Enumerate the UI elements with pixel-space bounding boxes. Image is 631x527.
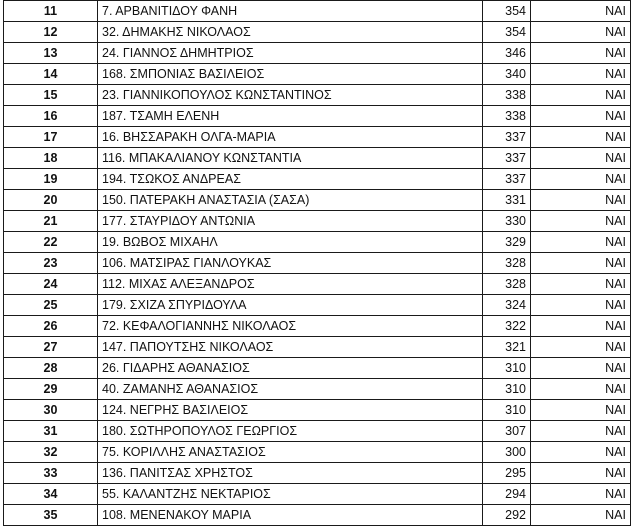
- votes-cell: 330: [483, 211, 531, 232]
- votes-cell: 338: [483, 85, 531, 106]
- votes-cell: 310: [483, 400, 531, 421]
- table-row: [4, 169, 631, 190]
- votes-cell: 354: [483, 1, 531, 22]
- votes-cell: 300: [483, 442, 531, 463]
- table-row: [4, 337, 631, 358]
- table-row: [4, 295, 631, 316]
- candidate-name-cell: 116. ΜΠΑΚΑΛΙΑΝΟΥ ΚΩΝΣΤΑΝΤΙΑ: [98, 148, 483, 169]
- table-row: [4, 463, 631, 484]
- candidate-name-cell: 26. ΓΙΔΑΡΗΣ ΑΘΑΝΑΣΙΟΣ: [98, 358, 483, 379]
- candidate-name-cell: 72. ΚΕΦΑΛΟΓΙΑΝΝΗΣ ΝΙΚΟΛΑΟΣ: [98, 316, 483, 337]
- table-row: [4, 190, 631, 211]
- elected-status-cell: ΝΑΙ: [531, 484, 631, 505]
- elected-status-cell: ΝΑΙ: [531, 85, 631, 106]
- rank-cell: 34: [4, 484, 98, 505]
- elected-status-cell: ΝΑΙ: [531, 169, 631, 190]
- elected-status-cell: ΝΑΙ: [531, 295, 631, 316]
- table-row: [4, 379, 631, 400]
- table-row: [4, 316, 631, 337]
- rank-cell: 25: [4, 295, 98, 316]
- votes-cell: 346: [483, 43, 531, 64]
- rank-cell: 15: [4, 85, 98, 106]
- table-row: [4, 106, 631, 127]
- candidate-name-cell: 124. ΝΕΓΡΗΣ ΒΑΣΙΛΕΙΟΣ: [98, 400, 483, 421]
- table-row: [4, 43, 631, 64]
- rank-cell: 22: [4, 232, 98, 253]
- rank-cell: 18: [4, 148, 98, 169]
- elected-status-cell: ΝΑΙ: [531, 442, 631, 463]
- table-row: [4, 148, 631, 169]
- table-row: [4, 85, 631, 106]
- table-row: [4, 421, 631, 442]
- table-row: [4, 274, 631, 295]
- table-row: [4, 211, 631, 232]
- rank-cell: 19: [4, 169, 98, 190]
- candidate-name-cell: 23. ΓΙΑΝΝΙΚΟΠΟΥΛΟΣ ΚΩΝΣΤΑΝΤΙΝΟΣ: [98, 85, 483, 106]
- rank-cell: 32: [4, 442, 98, 463]
- candidate-name-cell: 179. ΣΧΙΖΑ ΣΠΥΡΙΔΟΥΛΑ: [98, 295, 483, 316]
- rank-cell: 13: [4, 43, 98, 64]
- votes-cell: 292: [483, 505, 531, 526]
- candidate-name-cell: 24. ΓΙΑΝΝΟΣ ΔΗΜΗΤΡΙΟΣ: [98, 43, 483, 64]
- rank-cell: 33: [4, 463, 98, 484]
- candidate-name-cell: 112. ΜΙΧΑΣ ΑΛΕΞΑΝΔΡΟΣ: [98, 274, 483, 295]
- votes-cell: 307: [483, 421, 531, 442]
- table-row: [4, 484, 631, 505]
- candidate-name-cell: 40. ΖΑΜΑΝΗΣ ΑΘΑΝΑΣΙΟΣ: [98, 379, 483, 400]
- rank-cell: 27: [4, 337, 98, 358]
- candidate-name-cell: 55. ΚΑΛΑΝΤΖΗΣ ΝΕΚΤΑΡΙΟΣ: [98, 484, 483, 505]
- candidate-name-cell: 147. ΠΑΠΟΥΤΣΗΣ ΝΙΚΟΛΑΟΣ: [98, 337, 483, 358]
- votes-cell: 337: [483, 169, 531, 190]
- votes-cell: 310: [483, 379, 531, 400]
- elected-status-cell: ΝΑΙ: [531, 106, 631, 127]
- elected-status-cell: ΝΑΙ: [531, 1, 631, 22]
- results-table: [3, 0, 631, 526]
- rank-cell: 23: [4, 253, 98, 274]
- rank-cell: 16: [4, 106, 98, 127]
- elected-status-cell: ΝΑΙ: [531, 127, 631, 148]
- rank-cell: 29: [4, 379, 98, 400]
- elected-status-cell: ΝΑΙ: [531, 400, 631, 421]
- table-row: [4, 1, 631, 22]
- votes-cell: 331: [483, 190, 531, 211]
- table-row: [4, 232, 631, 253]
- candidate-name-cell: 108. ΜΕΝΕΝΑΚΟΥ ΜΑΡΙΑ: [98, 505, 483, 526]
- votes-cell: 310: [483, 358, 531, 379]
- candidate-name-cell: 75. ΚΟΡΙΛΛΗΣ ΑΝΑΣΤΑΣΙΟΣ: [98, 442, 483, 463]
- votes-cell: 328: [483, 274, 531, 295]
- table-row: [4, 358, 631, 379]
- rank-cell: 20: [4, 190, 98, 211]
- elected-status-cell: ΝΑΙ: [531, 64, 631, 85]
- elected-status-cell: ΝΑΙ: [531, 358, 631, 379]
- candidate-name-cell: 177. ΣΤΑΥΡΙΔΟΥ ΑΝΤΩΝΙΑ: [98, 211, 483, 232]
- votes-cell: 354: [483, 22, 531, 43]
- candidate-name-cell: 7. ΑΡΒΑΝΙΤΙΔΟΥ ΦΑΝΗ: [98, 1, 483, 22]
- candidate-name-cell: 106. ΜΑΤΣΙΡΑΣ ΓΙΑΝΛΟΥΚΑΣ: [98, 253, 483, 274]
- elected-status-cell: ΝΑΙ: [531, 421, 631, 442]
- rank-cell: 31: [4, 421, 98, 442]
- votes-cell: 295: [483, 463, 531, 484]
- elected-status-cell: ΝΑΙ: [531, 253, 631, 274]
- votes-cell: 338: [483, 106, 531, 127]
- rank-cell: 17: [4, 127, 98, 148]
- votes-cell: 340: [483, 64, 531, 85]
- elected-status-cell: ΝΑΙ: [531, 463, 631, 484]
- table-row: [4, 22, 631, 43]
- rank-cell: 24: [4, 274, 98, 295]
- candidate-name-cell: 150. ΠΑΤΕΡΑΚΗ ΑΝΑΣΤΑΣΙΑ (ΣΑΣΑ): [98, 190, 483, 211]
- candidate-name-cell: 19. ΒΩΒΟΣ ΜΙΧΑΗΛ: [98, 232, 483, 253]
- votes-cell: 322: [483, 316, 531, 337]
- elected-status-cell: ΝΑΙ: [531, 148, 631, 169]
- votes-cell: 321: [483, 337, 531, 358]
- elected-status-cell: ΝΑΙ: [531, 505, 631, 526]
- elected-status-cell: ΝΑΙ: [531, 190, 631, 211]
- elected-status-cell: ΝΑΙ: [531, 43, 631, 64]
- table-row: [4, 505, 631, 526]
- table-row: [4, 127, 631, 148]
- table-row: [4, 442, 631, 463]
- results-table-body: [4, 1, 631, 526]
- votes-cell: 294: [483, 484, 531, 505]
- rank-cell: 12: [4, 22, 98, 43]
- elected-status-cell: ΝΑΙ: [531, 232, 631, 253]
- votes-cell: 337: [483, 127, 531, 148]
- votes-cell: 329: [483, 232, 531, 253]
- elected-status-cell: ΝΑΙ: [531, 274, 631, 295]
- candidate-name-cell: 180. ΣΩΤΗΡΟΠΟΥΛΟΣ ΓΕΩΡΓΙΟΣ: [98, 421, 483, 442]
- elected-status-cell: ΝΑΙ: [531, 22, 631, 43]
- candidate-name-cell: 168. ΣΜΠΟΝΙΑΣ ΒΑΣΙΛΕΙΟΣ: [98, 64, 483, 85]
- candidate-name-cell: 136. ΠΑΝΙΤΣΑΣ ΧΡΗΣΤΟΣ: [98, 463, 483, 484]
- rank-cell: 21: [4, 211, 98, 232]
- rank-cell: 30: [4, 400, 98, 421]
- rank-cell: 28: [4, 358, 98, 379]
- votes-cell: 328: [483, 253, 531, 274]
- rank-cell: 26: [4, 316, 98, 337]
- votes-cell: 337: [483, 148, 531, 169]
- candidate-name-cell: 32. ΔΗΜΑΚΗΣ ΝΙΚΟΛΑΟΣ: [98, 22, 483, 43]
- rank-cell: 35: [4, 505, 98, 526]
- candidate-name-cell: 194. ΤΣΩΚΟΣ ΑΝΔΡΕΑΣ: [98, 169, 483, 190]
- elected-status-cell: ΝΑΙ: [531, 379, 631, 400]
- elected-status-cell: ΝΑΙ: [531, 337, 631, 358]
- candidate-name-cell: 187. ΤΣΑΜΗ ΕΛΕΝΗ: [98, 106, 483, 127]
- table-row: [4, 64, 631, 85]
- table-row: [4, 253, 631, 274]
- candidate-name-cell: 16. ΒΗΣΣΑΡΑΚΗ ΟΛΓΑ-ΜΑΡΙΑ: [98, 127, 483, 148]
- votes-cell: 324: [483, 295, 531, 316]
- rank-cell: 11: [4, 1, 98, 22]
- rank-cell: 14: [4, 64, 98, 85]
- elected-status-cell: ΝΑΙ: [531, 316, 631, 337]
- elected-status-cell: ΝΑΙ: [531, 211, 631, 232]
- table-row: [4, 400, 631, 421]
